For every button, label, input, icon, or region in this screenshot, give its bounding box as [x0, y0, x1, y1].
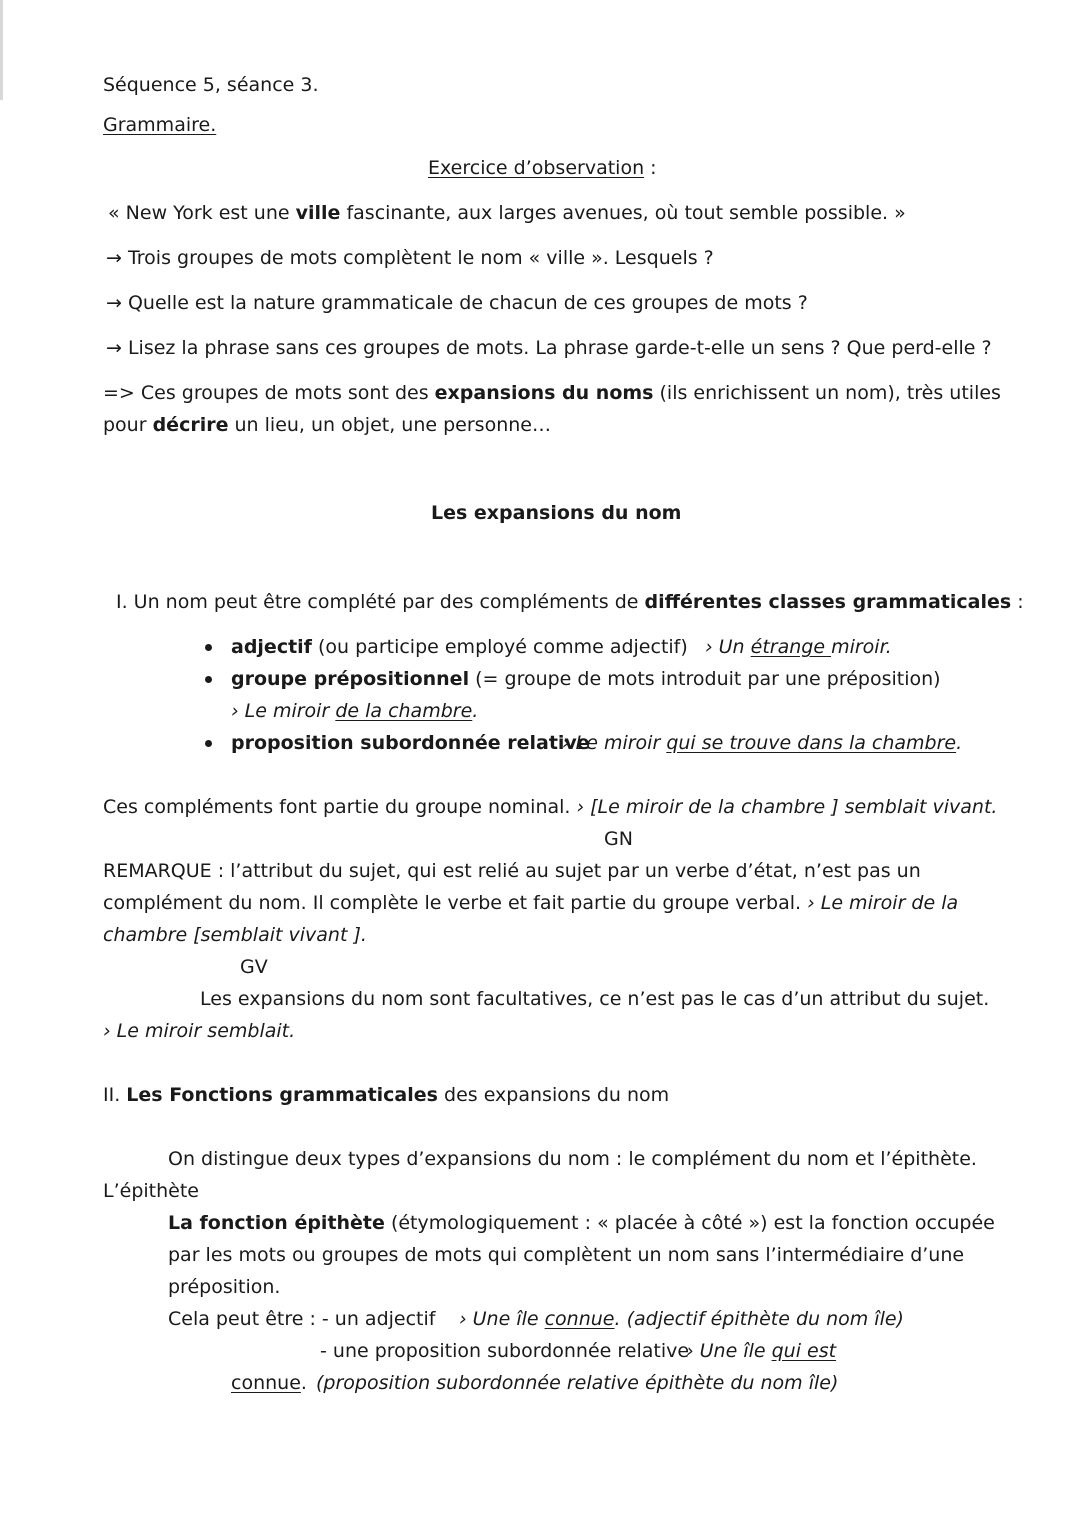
definition-keyword: La fonction épithète [168, 1212, 385, 1234]
epithete-subheading: L’épithète [103, 1180, 199, 1202]
part2-title-text: des expansions du nom [437, 1084, 670, 1106]
definition-line-3: préposition. [168, 1276, 281, 1298]
list-item-groupe-prepositionnel [231, 666, 941, 692]
case-relative-example [686, 1338, 836, 1364]
gn-sentence [103, 794, 997, 820]
remark-line-3: chambre [semblait vivant ]. [103, 924, 367, 946]
conclusion-text: => Ces groupes de mots sont des [103, 382, 435, 404]
quote-keyword: ville [295, 202, 341, 224]
conclusion-line-2 [103, 412, 551, 438]
exercise-title-colon: : [644, 157, 657, 179]
observation-quote [108, 200, 906, 226]
part1-intro-text: : [1011, 591, 1024, 613]
quote-part: « New York est une [108, 202, 296, 224]
example-text: . [472, 700, 479, 722]
definition-line-1 [168, 1210, 995, 1236]
part2-intro: On distingue deux types d’expansions du nom : le complément du nom et l’épithète. [168, 1148, 977, 1170]
case-relative-example-cont [231, 1370, 307, 1396]
bullet-icon [205, 676, 212, 683]
conclusion-keyword: expansions du noms [434, 382, 654, 404]
exercise-title [428, 155, 657, 181]
quote-part: fascinante, aux larges avenues, où tout semble possible. » [340, 202, 906, 224]
definition-text: (étymologiquement : « placée à côté ») est la fonction occupée [384, 1212, 995, 1234]
item-keyword: adjectif [231, 636, 312, 658]
example-underlined: qui est [771, 1340, 837, 1362]
example-text: . (adjectif épithète du nom île) [614, 1308, 904, 1330]
definition-line-2: par les mots ou groupes de mots qui complètent un nom sans l’intermédiaire d’une [168, 1244, 965, 1266]
list-item-relative [231, 730, 590, 756]
example-text: › Un [705, 636, 751, 658]
example-text: . [956, 732, 963, 754]
part1-intro [116, 589, 1024, 615]
remark-line-2 [103, 890, 958, 916]
question-3: → Lisez la phrase sans ces groupes de mots. La phrase garde-t-elle un sens ? Que perd-elle ? [106, 337, 992, 359]
gn-label: GN [604, 828, 633, 850]
page-edge-mark [0, 0, 3, 100]
gn-sentence-text: Ces compléments font partie du groupe nominal. [103, 796, 577, 818]
facultative-line: Les expansions du nom sont facultatives, ce n’est pas le cas d’un attribut du sujet. [200, 988, 990, 1010]
case-adjectif: Cela peut être : - un adjectif [168, 1308, 436, 1330]
example-underlined: qui se trouve dans la chambre [666, 732, 957, 754]
exercise-title-text: Exercice d’observation [428, 157, 645, 179]
item-text: (= groupe de mots introduit par une préposition) [469, 668, 941, 690]
list-item-adjectif [231, 634, 688, 660]
example-text: . [300, 1372, 307, 1394]
conclusion-text: (ils enrichissent un nom), très utiles [653, 382, 1001, 404]
example-groupe-prepositionnel [231, 698, 478, 724]
subject-heading: Grammaire. [103, 114, 217, 136]
question-1: → Trois groupes de mots complètent le nom « ville ». Lesquels ? [106, 247, 714, 269]
remark-line-1: REMARQUE : l’attribut du sujet, qui est relié au sujet par un verbe d’état, n’est pas un [103, 860, 921, 882]
part2-title [103, 1082, 669, 1108]
example-underlined: de la chambre [335, 700, 473, 722]
item-keyword: proposition subordonnée relative [231, 732, 590, 754]
example-adjectif [705, 634, 892, 660]
conclusion-keyword: décrire [152, 414, 229, 436]
facultative-example: › Le miroir semblait. [103, 1020, 296, 1042]
conclusion-text: un lieu, un objet, une personne… [228, 414, 551, 436]
bullet-icon [205, 644, 212, 651]
case-relative: - une proposition subordonnée relative [320, 1340, 690, 1362]
part1-intro-text: I. Un nom peut être complété par des compléments de [116, 591, 645, 613]
remark-text: complément du nom. Il complète le verbe et fait partie du groupe verbal. [103, 892, 808, 914]
example-text: miroir. [831, 636, 892, 658]
remark-example: › Le miroir de la [807, 892, 959, 914]
item-keyword: groupe prépositionnel [231, 668, 470, 690]
example-underlined: connue [231, 1372, 301, 1394]
sequence-label: Séquence 5, séance 3. [103, 74, 319, 96]
gn-sentence-example: › [Le miroir de la chambre ] semblait vivant. [576, 796, 998, 818]
example-text: › Une île [686, 1340, 772, 1362]
conclusion-line-1 [103, 380, 1001, 406]
item-text: (ou participe employé comme adjectif) [311, 636, 688, 658]
gv-label: GV [240, 956, 268, 978]
case-relative-explanation: (proposition subordonnée relative épithète du nom île) [316, 1372, 839, 1394]
example-relative [562, 730, 962, 756]
example-text: › Une île [459, 1308, 545, 1330]
example-underlined: connue [544, 1308, 615, 1330]
question-2: → Quelle est la nature grammaticale de chacun de ces groupes de mots ? [106, 292, 808, 314]
bullet-icon [205, 740, 212, 747]
conclusion-text: pour [103, 414, 153, 436]
lesson-title: Les expansions du nom [431, 502, 682, 524]
part2-title-keyword: Les Fonctions grammaticales [126, 1084, 438, 1106]
part2-title-text: II. [103, 1084, 127, 1106]
part1-intro-keyword: différentes classes grammaticales [644, 591, 1012, 613]
example-text: › Le miroir [562, 732, 667, 754]
example-text: › Le miroir [231, 700, 336, 722]
case-adjectif-example [459, 1306, 904, 1332]
example-underlined: étrange [750, 636, 832, 658]
